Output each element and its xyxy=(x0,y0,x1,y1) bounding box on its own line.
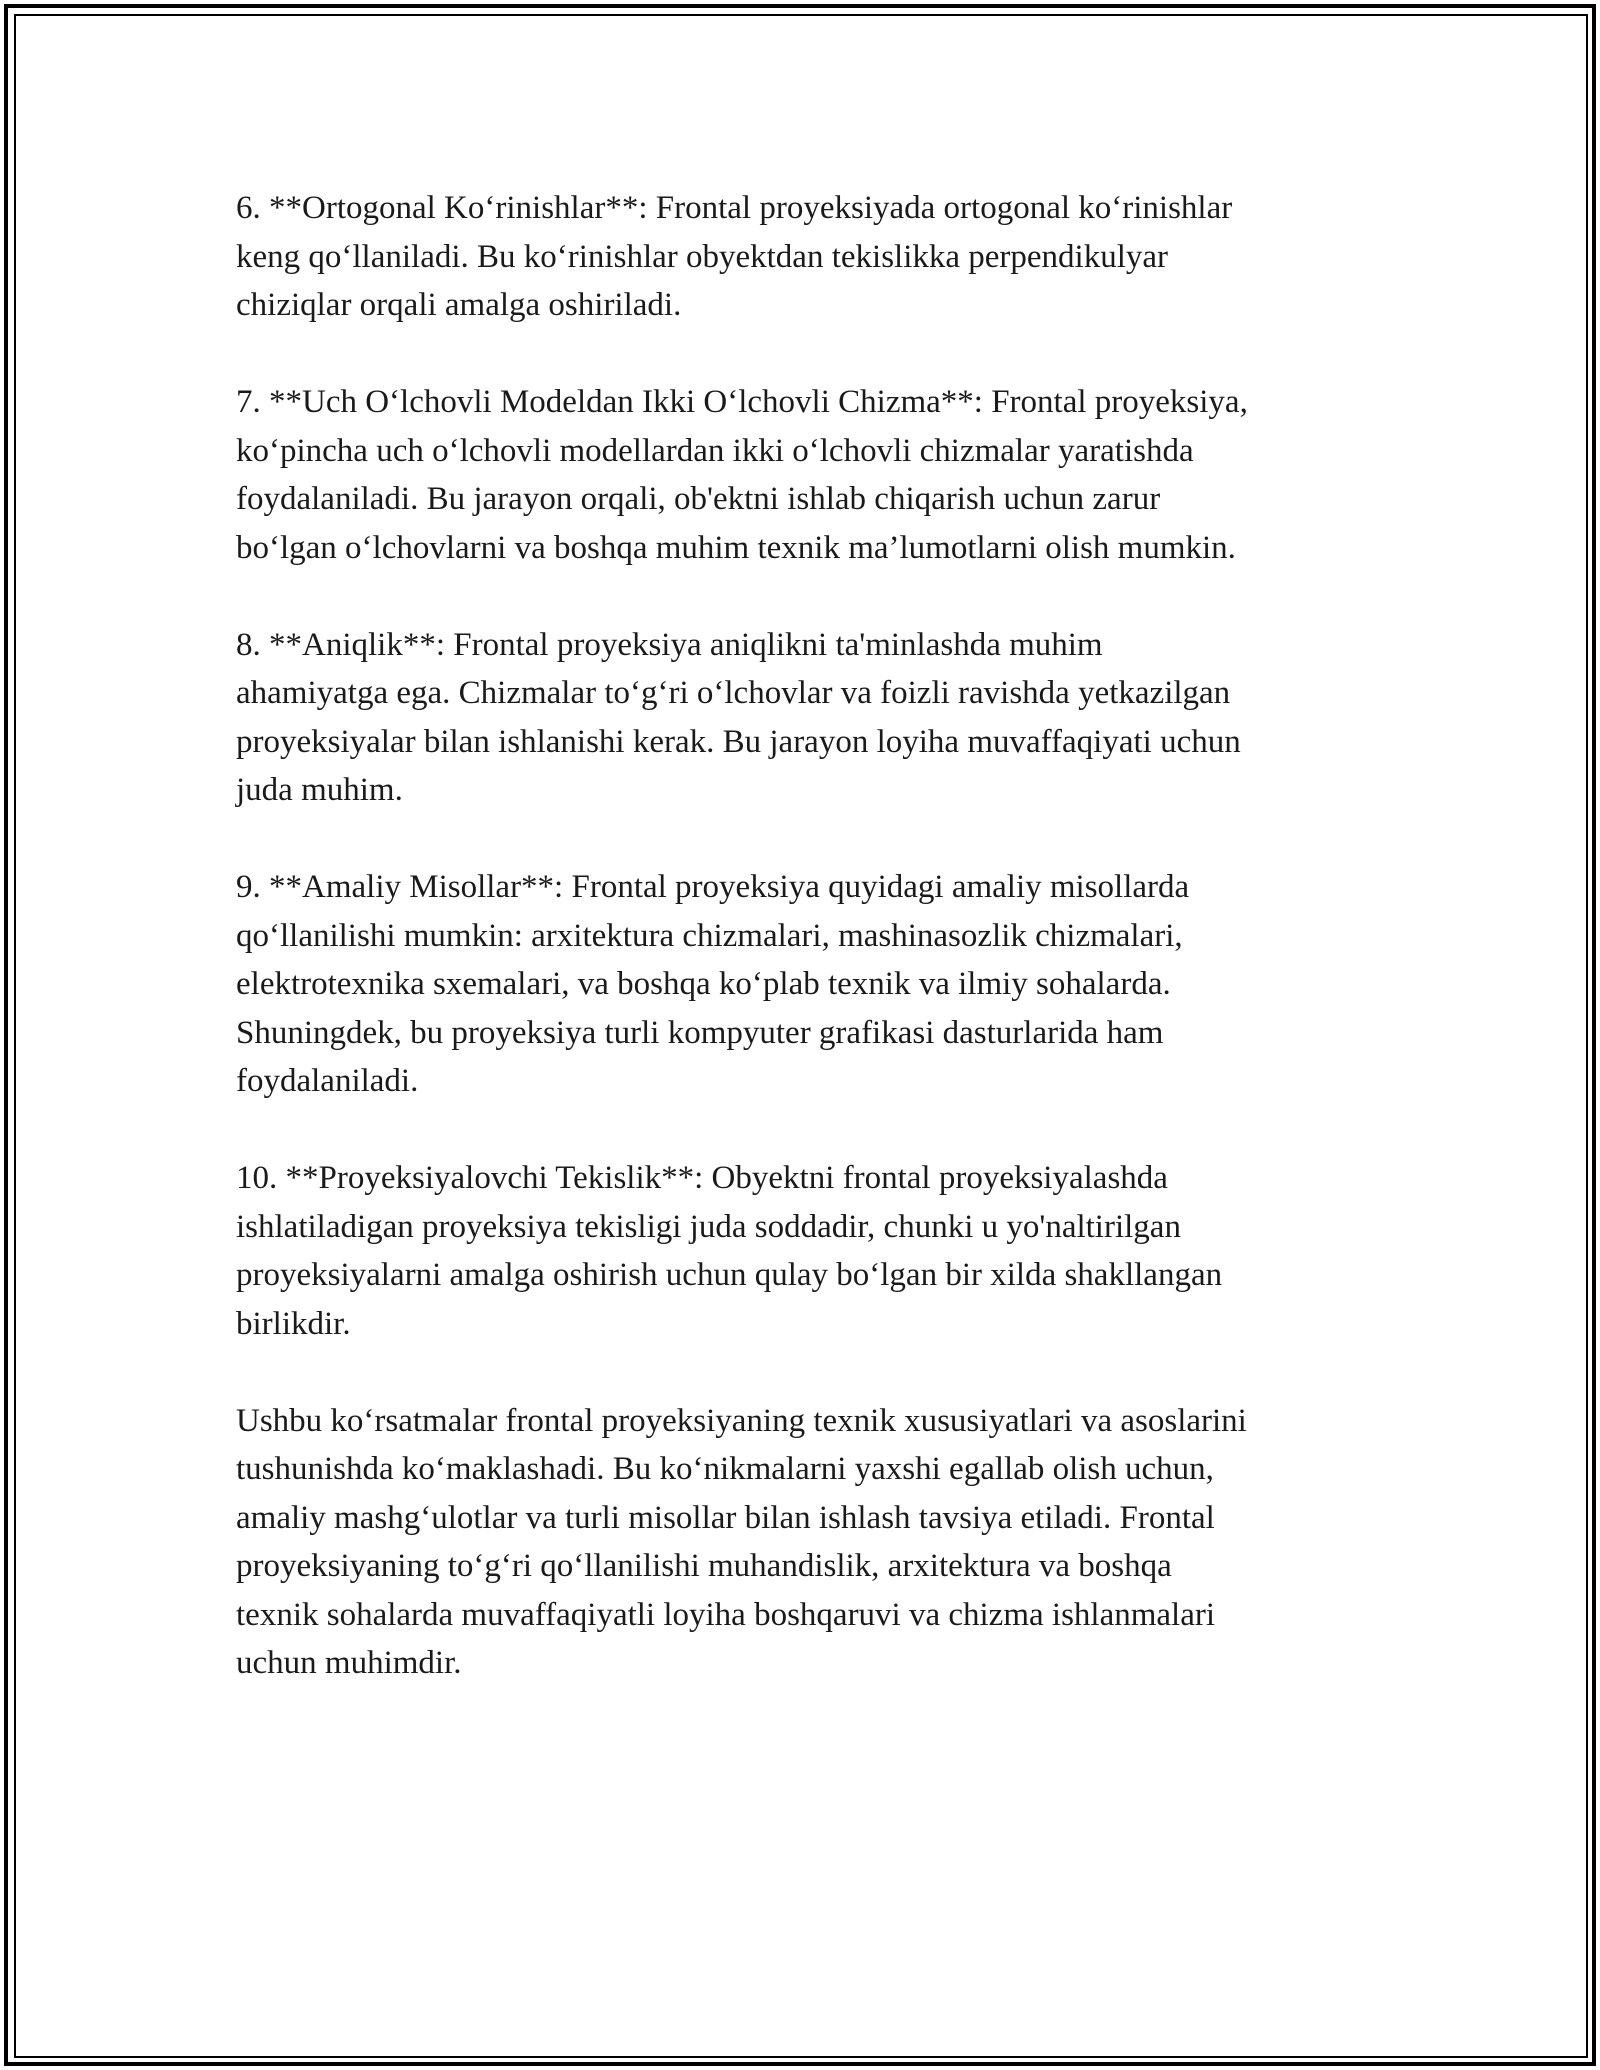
paragraph-3d-to-2d-drawing: 7. **Uch Oʻlchovli Modeldan Ikki Oʻlchovli Chizma**: Frontal proyeksiya, koʻpincha uch oʻlchovli modellardan ikki oʻlchovli chizmalar yaratishda foydalaniladi. Bu jarayon orqali, ob'ektni ishlab chiqarish uchun zarur boʻlgan oʻlchovlarni va boshqa muhim texnik ma’lumotlarni olish mumkin. xyxy=(236,384,1248,566)
paragraph-orthogonal-views: 6. **Ortogonal Koʻrinishlar**: Frontal proyeksiyada ortogonal koʻrinishlar keng qoʻllaniladi. Bu koʻrinishlar obyektdan tekislikka perpendikulyar chiziqlar orqali amalga oshiriladi. xyxy=(236,190,1233,323)
paragraph-projection-plane: 10. **Proyeksiyalovchi Tekislik**: Obyektni frontal proyeksiyalashda ishlatiladigan proyeksiya tekisligi juda soddadir, chunki u yo'naltirilgan proyeksiyalarni amalga oshirish uchun qulay boʻlgan bir xilda shakllangan birlikdir. xyxy=(236,1160,1223,1342)
paragraph-conclusion: Ushbu koʻrsatmalar frontal proyeksiyaning texnik xususiyatlari va asoslarini tushunishda koʻmaklashadi. Bu koʻnikmalarni yaxshi egallab olish uchun, amaliy mashgʻulotlar va turli misollar bilan ishlash tavsiya etiladi. Frontal proyeksiyaning toʻgʻri qoʻllanilishi muhandislik, arxitektura va boshqa texnik sohalarda muvaffaqiyatli loyiha boshqaruvi va chizma ishlanmalari uchun muhimdir. xyxy=(236,1402,1247,1681)
paragraph-accuracy: 8. **Aniqlik**: Frontal proyeksiya aniqlikni ta'minlashda muhim ahamiyatga ega. Chizmalar toʻgʻri oʻlchovlar va foizli ravishda yetkazilgan proyeksiyalar bilan ishlanishi kerak. Bu jarayon loyiha muvaffaqiyati uchun juda muhim. xyxy=(236,626,1241,808)
paragraph-practical-examples: 9. **Amaliy Misollar**: Frontal proyeksiya quyidagi amaliy misollarda qoʻllanilishi mumkin: arxitektura chizmalari, mashinasozlik chizmalari, elektrotexnika sxemalari, va boshqa koʻplab texnik va ilmiy sohalarda. Shuningdek, bu proyeksiya turli kompyuter grafikasi dasturlarida ham foydalaniladi. xyxy=(236,869,1190,1099)
document-body xyxy=(236,184,1376,1736)
